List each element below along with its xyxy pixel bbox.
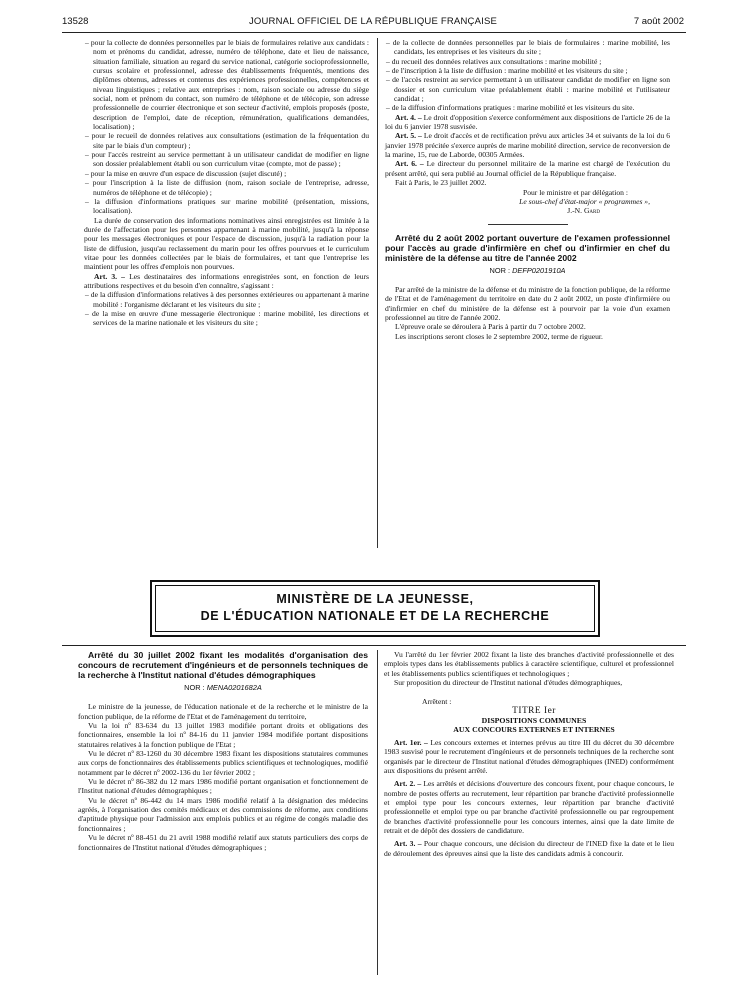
decree-title: Arrêté du 30 juillet 2002 fixant les modalités d'organisation des concours de recrutement d'ingénieurs et de personnels techniques de la recherche à l'Institut national d'études démographiques	[78, 650, 368, 680]
article-1	[384, 738, 674, 775]
article-3	[384, 839, 674, 858]
top-right-column	[385, 38, 670, 341]
bottom-left-column	[78, 650, 368, 852]
titre-heading: TITRE Ier	[512, 705, 556, 716]
issue-date: 7 août 2002	[633, 16, 684, 27]
decree-paragraph: Vu le décret nº 86-442 du 14 mars 1986 modifié relatif à la désignation des médecins agréés, à l'organisation des comités médicaux et des commissions de réforme, aux conditions d'aptitude physique pour l'admission aux emplois publics et au régime de congés maladie des fonctionnaires ;	[78, 795, 368, 833]
recipients-list	[84, 290, 369, 327]
list-item: – de la mise en œuvre d'une messagerie électronique : marine mobilité, les directions et services de la marine nationale et les visiteurs du site ;	[84, 309, 369, 328]
list-item: – pour la mise en œuvre d'un espace de discussion (sujet discuté) ;	[84, 169, 369, 178]
decree-paragraph: Vu l'arrêté du 1er février 2002 fixant la liste des branches d'activité professionnelle et des emplois types dans les établissements publics à caractère scientifique, culturel et professionnel et les établissements publics scientifiques et technologiques ;	[384, 650, 674, 678]
column-divider	[377, 38, 378, 548]
list-item: – pour la collecte de données personnelles par le biais de formulaires relative aux candidats : nom et prénoms du candidat, adresse, numéro de téléphone, date et lieu de naissance, situation familiale, situation au regard du service national, catégorie socioprofessionnelle, cursus scolaire et professionnel, adresse des établissements fréquentés, mentions des diplômes obtenus, adresses et contenus des expériences professionnelles, compétences et niveau linguistiques ; relative aux entreprises : nom, raison sociale ou adresse du siège social, nom et prénom du contact, son numéro de téléphone et de télécopie, son adresse professionnelle de courrier électronique et son secteur d'activité, emplois proposés (poste, description de l'emploi, date de réception, rémunération, qualifications demandées, localisation) ;	[84, 38, 369, 131]
article-text: Les arrêtés et décisions d'ouverture des concours fixent, pour chaque concours, le nombre de postes offerts au recrutement, leur répartition par branche d'activité professionnelle et emploi type pour les concours externes, leur répartition par branche d'activité professionnelle et emploi type ou par branche d'activité professionnelle ou par regroupement de branches d'activité professionnelle pour les concours internes, ainsi que la date limite de retrait et de dépôt des dossiers de candidature.	[384, 779, 674, 835]
list-item: – de l'inscription à la liste de diffusion : marine mobilité et les visiteurs du site ;	[385, 66, 670, 75]
article-text: Pour chaque concours, une décision du directeur de l'INED fixe la date et le lieu de déroulement des épreuves ainsi que la liste des candidats admis à concourir.	[384, 839, 674, 858]
article-text: Les destinataires des informations enregistrées sont, en fonction de leurs attributions respectives et du besoin d'en connaître, s'agissant :	[84, 271, 370, 290]
signatory-name: J.-N. Gard	[567, 206, 600, 216]
article-text: Les concours externes et internes prévus au titre III du décret du 30 décembre 1983 susvisé pour le recrutement d'ingénieurs et de personnels techniques de la recherche sont organisés par le directeur de l'Institut national d'études démographiques (INED) conformément aux dispositions du présent arrêté.	[384, 737, 674, 775]
article-text: Le droit d'opposition s'exerce conformément aux dispositions de l'article 26 de la loi du 6 janvier 1978 susvisée.	[385, 112, 670, 132]
column-divider	[377, 650, 378, 975]
arretent: Arrêtent :	[422, 697, 452, 707]
decree-title: Arrêté du 2 août 2002 portant ouverture de l'examen professionnel pour l'accès au grade d'infirmière en chef ou d'infirmier en chef du ministère de la défense au titre de l'année 2002	[385, 232, 670, 263]
list-item: – pour le recueil de données relatives aux consultations (estimation de la fréquentation du site par le biais d'un compteur) ;	[84, 131, 369, 150]
decree-paragraph: Vu le décret nº 86-382 du 12 mars 1986 modifié portant organisation et fonctionnement de l'Institut national d'études démographiques ;	[78, 777, 368, 796]
ministry-name-line1: MINISTÈRE DE LA JEUNESSE,	[276, 592, 474, 606]
separator	[488, 224, 568, 225]
decree-paragraph: Vu la loi nº 83-634 du 13 juillet 1983 modifiée portant droits et obligations des fonctionnaires, ensemble la loi nº 84-16 du 11 janvier 1984 modifiée portant dispositions statutaires relatives à la fonction publique de l'Etat ;	[78, 721, 368, 749]
decree-paragraph: Les inscriptions seront closes le 2 septembre 2002, terme de rigueur.	[395, 331, 603, 341]
signature-date: Fait à Paris, le 23 juillet 2002.	[395, 178, 487, 188]
section-subheading: DISPOSITIONS COMMUNES	[481, 716, 587, 726]
signature-role: Le sous-chef d'état-major « programmes »,	[519, 196, 650, 206]
article-4	[385, 113, 670, 132]
decree-paragraph: Le ministre de la jeunesse, de l'éducation nationale et de la recherche et le ministre de la fonction publique, de la réforme de l'Etat et de l'aménagement du territoire,	[78, 702, 368, 721]
recipients-list-continued	[385, 38, 670, 113]
list-item: – pour l'accès restreint au service permettant à un utilisateur candidat de modifier en ligne son dossier préalablement établi ou son curriculum vitae (compte, mot de passe) ;	[84, 150, 369, 169]
article-2	[384, 779, 674, 835]
decree-paragraph: L'épreuve orale se déroulera à Paris à partir du 7 octobre 2002.	[395, 322, 586, 332]
list-item: – du recueil des données relatives aux consultations : marine mobilité ;	[385, 57, 670, 66]
article-label: Art. 3. –	[94, 271, 125, 281]
signature-line: Pour le ministre et par délégation :	[522, 187, 628, 197]
page-header	[62, 16, 684, 30]
decree-paragraph: Par arrêté de la ministre de la défense et du ministre de la fonction publique, de la réforme de l'Etat et de l'aménagement du territoire en date du 2 août 2002, un poste d'infirmière ou d'infirmier en chef du ministère de la défense est à pourvoir par la voie d'un examen professionnel au titre de l'année 2002.	[385, 284, 670, 322]
list-item: – la diffusion d'informations pratiques sur marine mobilité (présentation, missions, localisation).	[84, 197, 369, 216]
list-item: – de la diffusion d'informations relatives à des personnes extérieures ou appartenant à marine mobilité : l'organisme déclarant et les visiteurs du site ;	[84, 290, 369, 309]
nor-code: DEFP0201910A	[512, 265, 566, 275]
article-label: Art. 6. –	[395, 159, 424, 169]
list-item: – de la collecte de données personnelles par le biais de formulaires : marine mobilité, les candidats, les entreprises et les visiteurs du site ;	[385, 38, 670, 57]
article-6	[385, 159, 670, 178]
article-label: Art. 2. –	[394, 779, 422, 789]
retention-paragraph: La durée de conservation des informations nominatives ainsi enregistrées est limitée à la durée de l'affectation pour les personnes appartenant à marine mobilité, jusqu'à la réponse pour les messages électroniques et pour l'espace de discussion, jusqu'à la radiation pour la liste de diffusion, jusqu'au reclassement du marin pour les offres pourvues et le curriculum vitae pour les données collectées par le biais de formulaires, et tant que l'entreprise les maintient pour les offres d'emplois non pourvues.	[84, 215, 369, 272]
bottom-right-column	[384, 650, 674, 858]
nor-reference	[78, 683, 368, 692]
article-label: Art. 5. –	[395, 131, 422, 141]
article-label: Art. 1er. –	[394, 737, 428, 747]
top-left-column	[84, 38, 369, 328]
nor-label: NOR :	[489, 265, 511, 275]
journal-title: JOURNAL OFFICIEL DE LA RÉPUBLIQUE FRANÇAISE	[248, 16, 498, 27]
ministry-name-line2: DE L'ÉDUCATION NATIONALE ET DE LA RECHERCHE	[200, 609, 550, 623]
nor-reference	[385, 266, 670, 275]
decree-paragraph: Sur proposition du directeur de l'Institut national d'études démographiques,	[394, 678, 623, 688]
article-label: Art. 4. –	[395, 112, 422, 122]
data-collection-list	[84, 38, 369, 216]
article-3	[84, 272, 369, 291]
decree-paragraph: Vu le décret nº 83-1260 du 30 décembre 1983 fixant les dispositions statutaires communes aux corps de fonctionnaires des établissements publics scientifiques et technologiques, modifié notamment par le décret nº 2002-136 du 1er février 2002 ;	[78, 749, 368, 777]
list-item: – de la diffusion d'informations pratiques : marine mobilité et les visiteurs du site.	[385, 103, 670, 112]
page-number: 13528	[62, 16, 89, 27]
section-subheading: AUX CONCOURS EXTERNES ET INTERNES	[453, 725, 615, 735]
article-text: Le directeur du personnel militaire de la marine est chargé de l'exécution du présent arrêté, qui sera publié au Journal officiel de la République française.	[385, 159, 670, 178]
nor-label: NOR :	[184, 683, 205, 692]
nor-code: MENA0201682A	[206, 683, 262, 692]
article-5	[385, 131, 670, 159]
article-text: Le droit d'accès et de rectification prévu aux articles 34 et suivants de la loi du 6 janvier 1978 précitée s'exerce auprès de marine mobilité direction, service de reconversion de la marine, 15, rue de Laborde, 00305 Armées.	[385, 131, 670, 160]
section-rule	[62, 645, 686, 646]
list-item: – de l'accès restreint au service permettant à un utilisateur candidat de modifier en ligne son dossier et son curriculum vitae préalablement établi : marine mobilité et l'utilisateur candidat ;	[385, 75, 670, 103]
ministry-banner	[155, 585, 595, 632]
list-item: – pour l'inscription à la liste de diffusion (nom, raison sociale de l'entreprise, adresse, numéros de téléphone et de télécopie) ;	[84, 178, 369, 197]
header-rule	[62, 32, 686, 33]
decree-paragraph: Vu le décret nº 88-451 du 21 avril 1988 modifié relatif aux statuts particuliers des corps de fonctionnaires de l'Institut national d'études démographiques ;	[78, 833, 368, 852]
article-label: Art. 3. –	[394, 839, 422, 849]
